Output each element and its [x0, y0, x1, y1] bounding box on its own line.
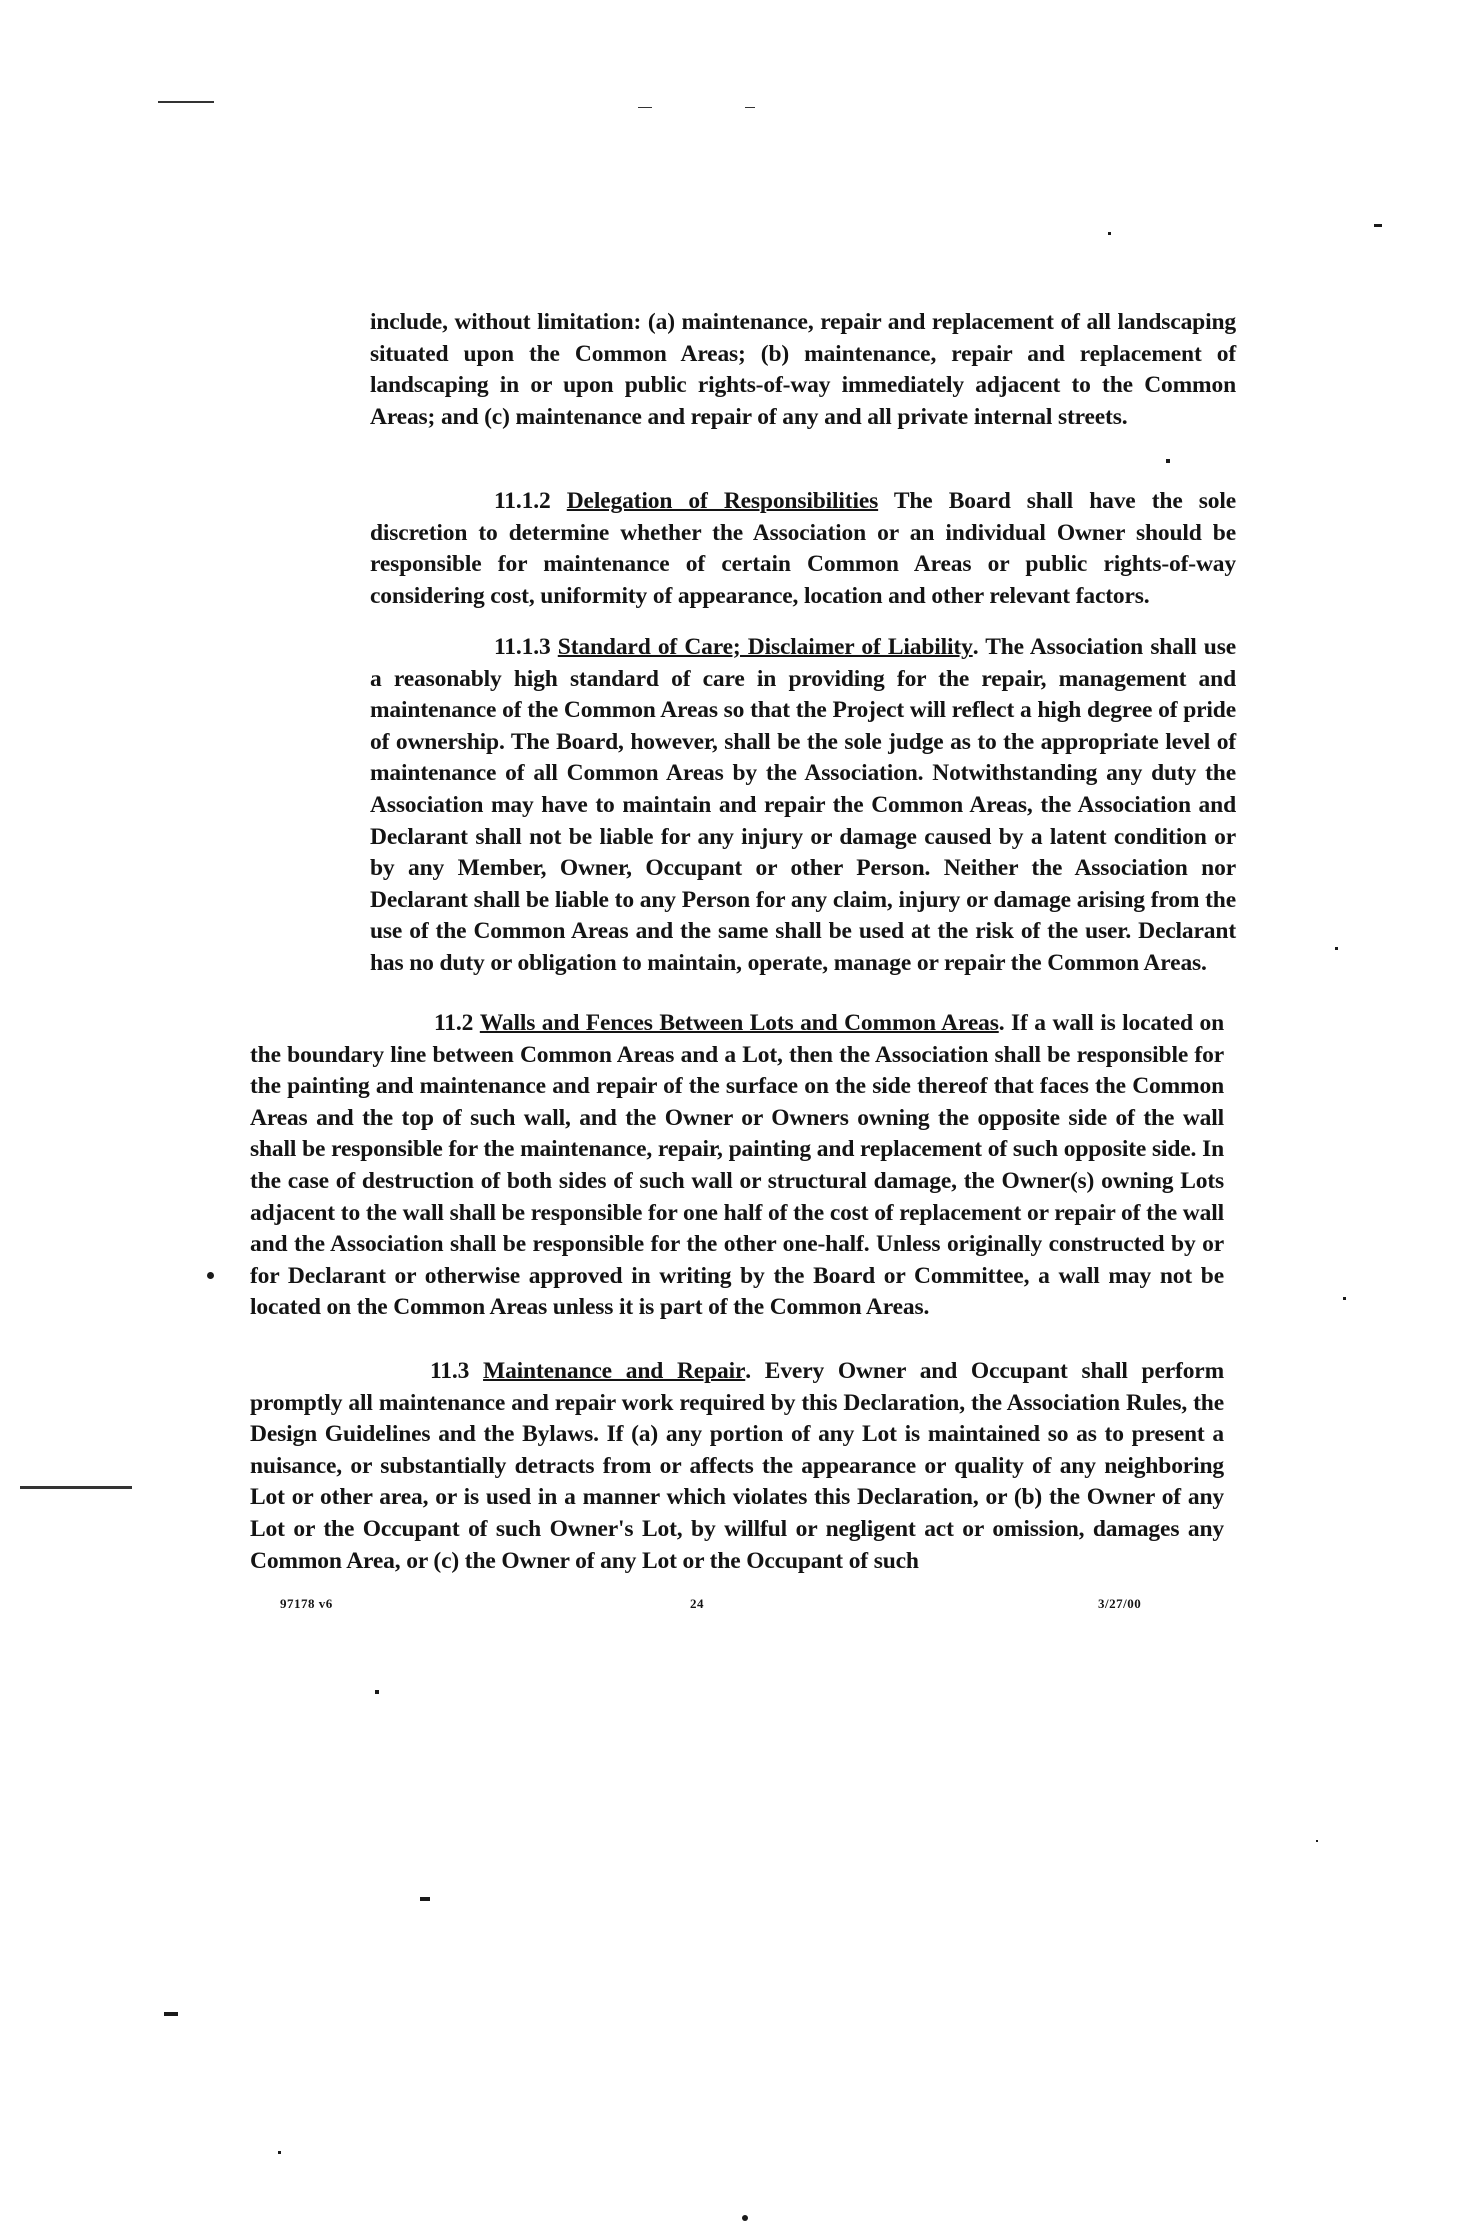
section-number: 11.3 — [430, 1358, 470, 1384]
section-body: The Board shall have the sole discretion to determine whether the Association or an individual Owner should be responsible for maintenance of certain Common Areas or public rights-of-way considering cost, uniformity of appearance, location and other relevant factors. — [370, 488, 1237, 609]
section-11-3 — [250, 1356, 1224, 1577]
section-body: . If a wall is located on the boundary line between Common Areas and a Lot, then the Association shall be responsible for the painting and maintenance and repair of the surface on the side thereof that faces the Common Areas and the top of such wall, and the Owner or Owners owning the opposite side of the wall shall be responsible for the maintenance, repair, painting and replacement of such opposite side. In the case of destruction of both sides of such wall or structural damage, the Owner(s) owning Lots adjacent to the wall shall be responsible for one half of the cost of replacement or repair of the wall and the Association shall be responsible for the other one-half. Unless originally constructed by or for Declarant or otherwise approved in writing by the Board or Committee, a wall may not be located on the Common Areas unless it is part of the Common Areas. — [250, 1010, 1224, 1321]
section-title: Standard of Care; Disclaimer of Liability — [557, 634, 973, 660]
paragraph-continuation: include, without limitation: (a) maintenance, repair and replacement of all landscaping situated upon the Common Areas; (b) maintenance, repair and replacement of landscaping in or upon public rights-of-way immediately adjacent to the Common Areas; and (c) maintenance and repair of any and all private internal streets. — [370, 309, 1236, 430]
section-11-1-3 — [370, 632, 1236, 980]
scan-artifact-speck — [1166, 459, 1170, 463]
footer-doc-id: 97178 v6 — [280, 1596, 333, 1611]
section-body: . The Association shall use a reasonably high standard of care in providing for the repair, management and maintenance of the Common Areas so that the Project will reflect a high degree of pride of ownership. The Board, however, shall be the sole judge as to the appropriate level of maintenance of all Common Areas by the Association. Notwithstanding any duty the Association may have to maintain and repair the Common Areas, the Association and Declarant shall not be liable for any injury or damage caused by a latent condition or by any Member, Owner, Occupant or other Person. Neither the Association nor Declarant shall be liable to any Person for any claim, injury or damage arising from the use of the Common Areas and the same shall be used at the risk of the user. Declarant has no duty or obligation to maintain, operate, manage or repair the Common Areas. — [370, 634, 1236, 976]
scan-artifact-speck — [420, 1897, 430, 1901]
section-title: Delegation of Responsibilities — [566, 488, 879, 514]
section-11-2 — [250, 1008, 1224, 1324]
scan-artifact-speck — [1343, 1297, 1346, 1300]
scan-artifact-line — [638, 107, 652, 108]
scan-artifact-line — [158, 101, 214, 103]
scan-artifact-speck — [207, 1272, 214, 1279]
section-number: 11.1.3 — [494, 634, 551, 660]
section-11-1-2 — [370, 486, 1236, 612]
scan-artifact-speck — [278, 2151, 281, 2154]
scan-artifact-speck — [164, 2012, 178, 2016]
scan-artifact-speck — [1335, 947, 1338, 950]
scan-artifact-speck — [1316, 1840, 1318, 1842]
section-number: 11.1.2 — [494, 488, 551, 514]
scan-artifact-speck — [742, 2215, 748, 2221]
scan-artifact-speck — [375, 1690, 379, 1694]
scan-artifact-speck — [1374, 224, 1382, 227]
section-title: Maintenance and Repair — [483, 1358, 746, 1384]
scan-artifact-speck — [1108, 232, 1111, 235]
section-body: . Every Owner and Occupant shall perform promptly all maintenance and repair work required by this Declaration, the Association Rules, the Design Guidelines and the Bylaws. If (a) any portion of any Lot is maintained so as to present a nuisance, or substantially detracts from or affects the appearance or quality of any neighboring Lot or other area, or is used in a manner which violates this Declaration, or (b) the Owner of any Lot or the Occupant of such Owner's Lot, by willful or negligent act or omission, damages any Common Area, or (c) the Owner of any Lot or the Occupant of such — [250, 1358, 1224, 1574]
section-title: Walls and Fences Between Lots and Common Areas — [479, 1010, 999, 1036]
footer-date: 3/27/00 — [1098, 1596, 1142, 1611]
section-number: 11.2 — [434, 1010, 474, 1036]
scan-artifact-line — [20, 1486, 132, 1489]
footer-page-number: 24 — [690, 1596, 704, 1611]
scan-artifact-line — [745, 107, 755, 108]
